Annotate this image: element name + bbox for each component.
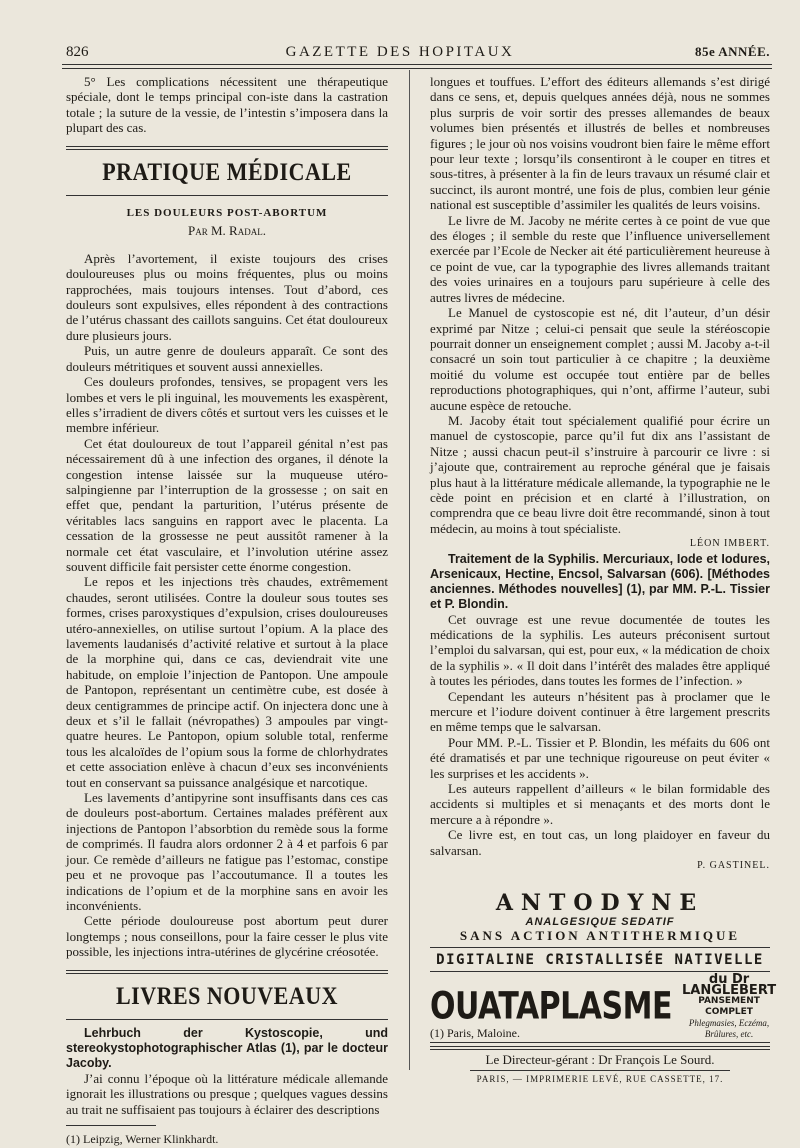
section-rule [66, 195, 388, 196]
year-label: 85e ANNÉE. [694, 44, 770, 59]
journal-title: GAZETTE DES HOPITAUX [285, 44, 515, 60]
section-rule [66, 970, 388, 974]
review-paragraph: Cependant les auteurs n’hésitent pas à proclamer que le mercure et l’iodure doivent continuer à être largement prescrits en même temps que le salvarsan. [430, 688, 770, 735]
review-paragraph: Ce livre est, en tout cas, un long plaidoyer en faveur du salvarsan. [430, 827, 770, 858]
ad-antodyne: ANTODYNE [495, 890, 705, 916]
right-column [430, 74, 770, 874]
article-paragraph: Puis, un autre genre de douleurs apparaît. Ce sont des douleurs métritiques et souvent aussi annexielles. [66, 343, 388, 374]
review-paragraph: M. Jacoby était tout spécialement qualifié pour écrire un manuel de cystoscopie, parce qu’il fut dix ans l’assistant de Nitze ; aussi chacun peut-il s’instruire à parcourir ce livre : si j’ajoute que, contrairement au reproche général que je faisais plus haut à la littérature médicale allemande, la typographie ne le cède point en précision et en clarté à l’illustration, on comprendra que ce beau livre doit être recommandé, sinon à tout médecin, au moins à tout spécialiste. [430, 412, 770, 536]
intro-paragraph: 5° Les complications nécessitent une thérapeutique spéciale, dont le temps principal con-iste dans la castration totale ; la suture de la vessie, de l’intestin s’imposera dans la plupart des cas. [66, 74, 388, 136]
footnote: (1) Leipzig, Werner Klinkhardt. [66, 1132, 219, 1147]
review-paragraph: Le livre de M. Jacoby ne mérite certes à ce point de vue que des éloges ; il semble du reste que l’influence universellement exercée par l’Ecole de Necker ait été particulièrement heureuse à ce point de vue, car la typographie des livres allemands traitant des voies urinaires en a toujours paru supérieure à celle des autres livres de médecine. [430, 212, 770, 305]
signature: P. GASTINEL. [697, 860, 770, 872]
section-rule [66, 146, 388, 150]
ad-analgesique: ANALGESIQUE SEDATIF [525, 916, 675, 928]
page-number: 826 [66, 44, 89, 60]
article-paragraph: Cet état douloureux de tout l’appareil génital n’est pas nécessairement dû à une infection des organes, il dénote la congestion intense laissée sur la muqueuse utéro-salpingienne par l’interruption de la grossesse ; on sait en effet que, pendant la parturition, l’utérus présente de véritables lacs sanguins en rapport avec le placenta. La cessation de la grossesse ne peut aussitôt ramener à la normale cet état vasculaire, et l’involution utérine assez souvent difficile fait persister cette énorme congestion. [66, 435, 388, 574]
article-paragraph: Les lavements d’antipyrine sont insuffisants dans ces cas de douleurs post-abortum. Certaines malades préfèrent aux injections de Pantopon l’absorbtion du remède sous la forme de comprimés. Il faudra alors ordonner 2 à 4 et parfois 6 par jour. Ce remède d’ailleurs ne fatigue pas l’estomac, constipe peu et ne provoque pas l’accoutumance. Il a toutes les indications de l’opium et de la morphine sans en avoir les inconvénients. [66, 790, 388, 913]
ad-pansement: PANSEMENT COMPLET [698, 996, 760, 1017]
section-rule [66, 1019, 388, 1020]
left-column [66, 74, 388, 1148]
article-author: Par M. Radal. [188, 223, 266, 239]
book-title: Traitement de la Syphilis. Mercuriaux, Iode et Iodures, Arsenicaux, Hectine, Encsol, Salvarsan (606). [Méthodes anciennes. Méthodes nouvelles] (1), par MM. P.-L. Tissier et P. Blondin. [430, 551, 770, 611]
footer-rule [430, 1046, 770, 1047]
signature: LÉON IMBERT. [689, 538, 770, 550]
review-paragraph: Le Manuel de cystoscopie est né, dit l’auteur, d’un désir exprimé par Nitze ; celui-ci pensait que seule la stéréoscopie pourrait donner un enseignement complet ; aussi M. Jacoby a-t-il consacré un soin tout particulier à ce chapitre ; la deuxième moitié du volume est occupée tout entière par de belles reproductions photographiques, qui n’ont, affirme l’auteur, subi aucune espèce de retouche. [430, 305, 770, 413]
director-line: Le Directeur-gérant : Dr François Le Sourd. [485, 1052, 715, 1067]
article-title: LES DOULEURS POST-ABORTUM [126, 207, 328, 220]
article-paragraph: Ces douleurs profondes, tensives, se propagent vers les lombes et vers le pli inguinal, les mouvements les exaspèrent, elles s’irradient de divers côtés et surtout vers les cuisses et le membre inférieur. [66, 374, 388, 436]
footnote: (1) Paris, Maloine. [430, 1026, 520, 1040]
footer-rule [470, 1070, 730, 1071]
section-title-pratique: PRATIQUE MÉDICALE [102, 156, 352, 186]
article-paragraph: Après l’avortement, il existe toujours des crises douloureuses plus ou moins fréquentes, plus ou moins rapprochées, mais toujours intenses. Tout d’abord, ces douleurs sont expulsives, elles répondent à des contractions de l’utérus chassant des caillots sanguins. Cet état douloureux dure plusieurs jours. [66, 250, 388, 343]
ad-digitaline: DIGITALINE CRISTALLISÉE NATIVELLE [430, 952, 770, 972]
header-rule-bottom [62, 68, 772, 69]
review-paragraph: longues et touffues. L’effort des éditeurs allemands s’est dirigé dans ce sens, et, depuis quelques années déjà, nous ne sommes plus surpris de voir sortir des presses allemandes de beaux volumes bien présentés et illustrés de belles et nombreuses figures ; le jour où nos voisins voudront bien faire le même effort pour leur texte ; lorsqu’ils consentiront à le couper en titres et sous-titres, à présenter à la fin de leurs travaux un résumé clair et succinct, ils auront montré, une fois de plus, combien leur génie national est susceptible d’assimiler les qualités de leurs voisins. [430, 74, 770, 213]
article-paragraph: Le repos et les injections très chaudes, extrêmement chaudes, seront utilisées. Contre la douleur sous toutes ses formes, crises paroxystiques d’expulsion, crises douloureuses utéro-annexielles, on utilise surtout l’opium. A la place des lavements laudanisés d’activité relative et surtout à la place de la morphine qui, dans ce cas, deviendrait vite une habitude, on emploie l’injection de Pantopon. Une ampoule de Pantopon, représentant un centimètre cube, est dosée à deux centigrammes de principe actif. On injectera donc une à deux et s’il le fallait (névropathes) 3 ampoules par vingt-quatre heures. Le Pantopon, opium soluble total, renferme tous les alcaloïdes de l’opium sous la forme de chlorhydrates et cette association enlève à chacun d’eux ses inconvénients tout en conservant sa puissance analgésique et narcotique. [66, 574, 388, 790]
footer-rule [430, 1049, 770, 1050]
review-paragraph: Cet ouvrage est une revue documentée de toutes les médications de la syphilis. Les auteurs préconisent surtout l’emploi du salvarsan, qui est, pour eux, « la médication de choix de la syphilis ». « Il doit dans l’intérêt des malades être appliqué à toutes les périodes, dans toutes les formes de l’infection. » [430, 611, 770, 689]
ad-rule [430, 1042, 770, 1043]
review-paragraph: Pour MM. P.-L. Tissier et P. Blondin, les méfaits du 606 ont été dramatisés et par une technique rigoureuse on peut éviter « les surprises et les accidents ». [430, 734, 770, 781]
section-title-livres: LIVRES NOUVEAUX [115, 980, 339, 1010]
column-divider [409, 70, 410, 1070]
book-paragraph: J’ai connu l’époque où la littérature médicale allemande ignorait les illustrations ou presque ; quelques vagues dessins au trait ne suffisaient pas toujours à éclairer des descriptions [66, 1070, 388, 1117]
ad-ouataplasme: OUATAPLASME [430, 984, 672, 1029]
advertisement [430, 890, 777, 1043]
printer-line: PARIS, — IMPRIMERIE LEVÉ, RUE CASSETTE, 17. [476, 1074, 724, 1084]
ad-du-dr: du Dr LANGLEBERT [681, 972, 777, 998]
ad-sans-action: SANS ACTION ANTITHERMIQUE [430, 928, 770, 948]
footnote-rule [66, 1125, 156, 1126]
header-rule-top [62, 64, 772, 65]
book-title: Lehrbuch der Kystoscopie, und stereokystophotographischer Atlas (1), par le docteur Jacoby. [66, 1025, 388, 1070]
ad-indications: Phlegmasies, Eczéma, Brûlures, etc. [688, 1018, 770, 1039]
review-paragraph: Les auteurs rappellent d’ailleurs « le bilan formidable des accidents si multiples et si menaçants et des morts dont le mercure a à répondre ». [430, 781, 770, 827]
article-paragraph: Cette période douloureuse post abortum peut durer longtemps ; nous conseillons, pour la faire cesser le plus vite possible, les injections intra-utérines de glycérine créosotée. [66, 913, 388, 960]
